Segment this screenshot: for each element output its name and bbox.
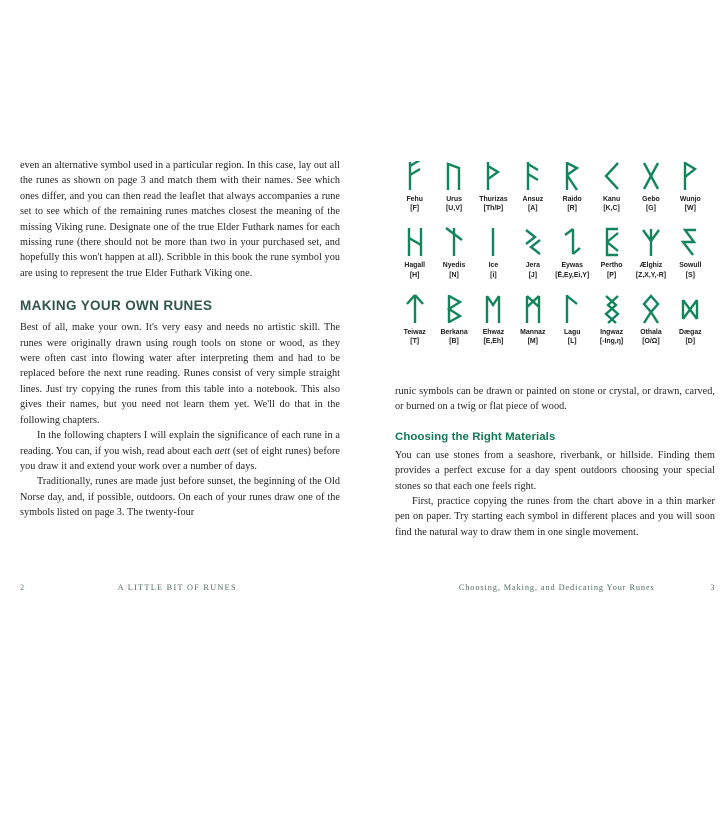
rune-sound: [T]: [410, 338, 420, 346]
paragraph-practice: First, practice copying the runes from the chart above in a thin marker pen on paper. Try starting each symbol in different places and you will soon find the natural way to draw them in one single movement.: [395, 496, 715, 538]
rune-sound: [O/Ω]: [642, 338, 660, 346]
rune-othala-icon: [631, 293, 670, 324]
rune-cell-fehu: [395, 160, 434, 213]
rune-sound: [U,V]: [446, 205, 463, 213]
rune-sound: [S]: [685, 271, 695, 279]
rune-sound: [A]: [528, 205, 538, 213]
rune-sound: [W]: [684, 205, 696, 213]
rune-name: Kanu: [602, 196, 621, 203]
rune-ehwaz-icon: [474, 293, 513, 324]
rune-cell-raido: [553, 160, 592, 213]
rune-name: Fehu: [406, 196, 423, 203]
rune-sound: [P]: [606, 271, 617, 279]
rune-name: Gebo: [642, 196, 660, 203]
rune-name: Pertho: [600, 262, 623, 270]
rune-raido-icon: [553, 160, 592, 191]
rune-name: Othala: [640, 328, 662, 336]
rune-name: Ingwaz: [600, 328, 624, 336]
rune-name: Lagu: [563, 328, 581, 336]
rune-cell-nyedis: [434, 226, 473, 279]
rune-chart: [395, 160, 710, 359]
rune-name: Raido: [562, 196, 582, 203]
rune-pertho-icon: [592, 226, 631, 257]
rune-name: Dægaz: [679, 328, 702, 336]
rune-fehu-icon: [395, 160, 434, 191]
rune-cell-othala: [631, 293, 670, 346]
rune-cell-wunjo: [671, 160, 710, 213]
rune-sound: [B]: [449, 338, 459, 346]
rune-name: Urus: [446, 196, 462, 203]
rune-nyedis-icon: [434, 226, 473, 257]
page-number-left: 2: [20, 583, 25, 592]
rune-cell-aelghiz: [631, 226, 670, 279]
rune-sound: [Z,X,Y,-R]: [635, 271, 667, 279]
rune-mannaz-icon: [513, 293, 552, 324]
rune-name: Wunjo: [679, 196, 701, 203]
paragraph-traditionally: Traditionally, runes are made just before sunset, the beginning of the Old Norse day, and, if possible, outdoors. On each of your runes draw one of the symbols listed on page 3. The twenty-four: [20, 476, 340, 519]
rune-sound: [L]: [567, 338, 577, 346]
rune-cell-mannaz: [513, 293, 552, 346]
rune-name: Thurizas: [479, 196, 508, 203]
rune-ice-icon: [474, 226, 513, 257]
rune-aelghiz-icon: [631, 226, 670, 257]
page-number-right: 3: [710, 583, 715, 592]
rune-sound: [H]: [409, 271, 420, 279]
rune-sound: [F]: [410, 205, 420, 213]
rune-sound: [R]: [567, 205, 577, 213]
rune-eywas-icon: [553, 226, 592, 257]
rune-sound: [i]: [490, 271, 497, 279]
rune-cell-urus: [434, 160, 473, 213]
rune-cell-ansuz: [513, 160, 552, 213]
rune-gebo-icon: [631, 160, 670, 191]
rune-name: Eywas: [561, 262, 583, 270]
right-page: [395, 384, 715, 824]
rune-row-2: [395, 226, 710, 279]
rune-sound: [-Ing,ŋ]: [599, 338, 624, 346]
page-sub-heading: Choosing the Right Materials: [395, 430, 556, 443]
paragraph-stones: You can use stones from a seashore, riverbank, or hillside. Finding them provides a perfect excuse for a day spent outdoors choosing your special stones so that each one feels right.: [395, 449, 715, 492]
paragraph-continuation: even an alternative symbol used in a particular region. In this case, lay out all the runes as shown on page 3 and match them with their names. See which ones differ, and you can then read the leaflet that always accompanies a rune set to see which of the remaining runes matches closest the meaning of the missing Viking rune. Designate one of the true Elder Futhark names for each missing rune (there should not be more than two in your purchased set, and hopefully this won't happen at all). Scribble in this book the rune symbol you are using to represent the true Elder Futhark Viking one.: [20, 160, 340, 279]
rune-dagaz-icon: [671, 293, 710, 324]
rune-ansuz-icon: [513, 160, 552, 191]
rune-teiwaz-icon: [395, 293, 434, 324]
rune-name: Berkana: [440, 328, 468, 336]
rune-cell-hagall: [395, 226, 434, 279]
rune-cell-kanu: [592, 160, 631, 213]
rune-lagu-icon: [553, 293, 592, 324]
rune-cell-thurizas: [474, 160, 513, 213]
rune-name: Ansuz: [522, 196, 544, 203]
rune-cell-ingwaz: [592, 293, 631, 346]
rune-cell-gebo: [631, 160, 670, 213]
rune-cell-jera: [513, 226, 552, 279]
italic-term: aett: [214, 445, 231, 457]
rune-cell-berkana: [434, 293, 473, 346]
rune-cell-ice: [474, 226, 513, 279]
rune-cell-sowull: [671, 226, 710, 279]
rune-sound: [Ē,Ey,Ei,Y]: [555, 271, 590, 279]
running-head-right: Choosing, Making, and Dedicating Your Runes: [458, 583, 655, 592]
rune-cell-pertho: [592, 226, 631, 279]
rune-cell-teiwaz: [395, 293, 434, 346]
rune-sound: [J]: [528, 271, 538, 279]
rune-jera-icon: [513, 226, 552, 257]
left-page: [20, 158, 340, 598]
rune-sound: [M]: [527, 338, 538, 346]
rune-name: Ehwaz: [482, 328, 505, 336]
rune-kanu-icon: [592, 160, 631, 191]
rune-sound: [K,C]: [603, 205, 620, 213]
rune-name: Nyedis: [442, 262, 466, 270]
rune-thurizas-icon: [474, 160, 513, 191]
rune-urus-icon: [434, 160, 473, 191]
rune-sowull-icon: [671, 226, 710, 257]
rune-sound: [E,Eh]: [483, 338, 504, 346]
left-page-footer: [20, 583, 340, 597]
rune-row-3: [395, 293, 710, 346]
rune-name: Jera: [525, 262, 540, 270]
rune-sound: [G]: [645, 205, 656, 213]
right-page-footer: [395, 583, 715, 597]
rune-name: Teiwaz: [403, 328, 426, 336]
rune-cell-dagaz: [671, 293, 710, 346]
paragraph-text: In the following chapters I will explain the significance of each rune in a reading. You can, if you wish, read about each aett (set of eight runes) before you draw it and extend your work over a number of days.: [20, 430, 340, 472]
rune-row-1: [395, 160, 710, 213]
rune-berkana-icon: [434, 293, 473, 324]
rune-name: Sowull: [679, 262, 702, 270]
rune-wunjo-icon: [671, 160, 710, 191]
rune-sound: [D]: [685, 338, 696, 346]
paragraph-make-your-own: Best of all, make your own. It's very easy and needs no artistic skill. The runes were originally drawn using rough tools on stone or wood, as they were often cast into flowing water after interpreting them and had to be replaced before the next rune reading. Runes consist of very simple straight lines. Just try copying the runes from this table into a notebook. This also gives their names, but you need not learn them yet. We'll do that in the following chapters.: [20, 322, 340, 426]
rune-sound: [Th/Þ]: [483, 205, 504, 213]
rune-name: Hagall: [404, 262, 426, 270]
running-head-left: A LITTLE BIT OF RUNES: [117, 583, 237, 592]
page-section-heading: MAKING YOUR OWN RUNES: [20, 298, 213, 314]
paragraph-following-chapters: [20, 428, 340, 474]
paragraph-runic-symbols: runic symbols can be drawn or painted on stone or crystal, or drawn, carved, or burned on a twig or flat piece of wood.: [395, 386, 715, 413]
rune-name: Mannaz: [520, 328, 546, 336]
rune-sound: [N]: [449, 271, 459, 279]
rune-name: Ice: [488, 262, 499, 270]
rune-hagall-icon: [395, 226, 434, 257]
rune-name: Ælghiz: [639, 262, 663, 270]
rune-cell-eywas: [553, 226, 592, 279]
rune-cell-lagu: [553, 293, 592, 346]
rune-cell-ehwaz: [474, 293, 513, 346]
rune-ingwaz-icon: [592, 293, 631, 324]
